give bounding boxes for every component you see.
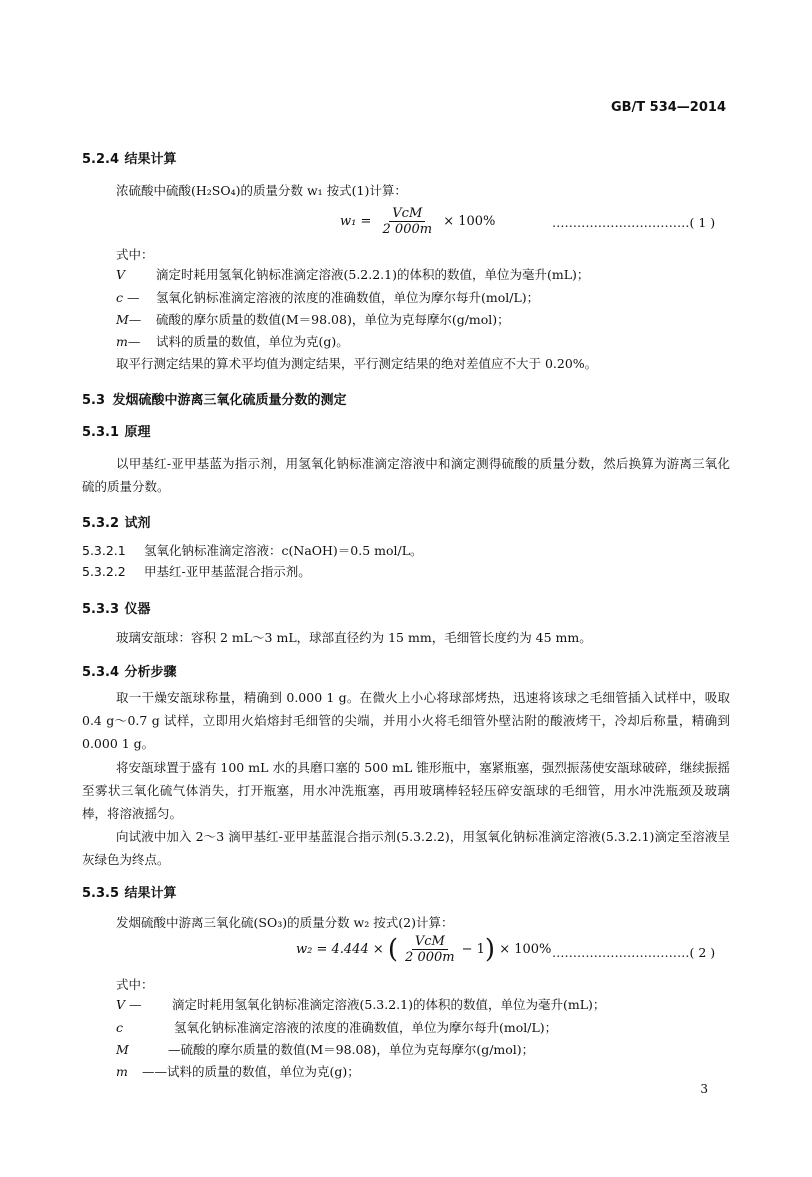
definition-text: ——试料的质量的数值，单位为克(g)； [142,1064,360,1079]
reagent-item [82,563,311,581]
definition-symbol: m— [116,334,141,349]
definition-symbol: V — [116,997,142,1012]
section-heading-5-2-4 [82,148,177,167]
fraction-numerator: VcM [389,206,425,222]
section-heading-5-3-4 [82,661,177,680]
section-heading-5-3-1 [82,421,151,440]
reagent-text: 甲基红-亚甲基蓝混合指示剂。 [144,564,311,579]
definition-row [116,1041,534,1059]
where-label: 式中： [116,977,154,992]
definition-row [116,1063,360,1081]
definition-text: 试料的质量的数值，单位为克(g)。 [156,334,349,349]
procedure-paragraph: 向试液中加入 2～3 滴甲基红-亚甲基蓝混合指示剂(5.3.2.2)，用氢氧化钠标准滴定溶液(5.3.2.1)滴定至溶液呈灰绿色为终点。 [82,829,730,867]
formula-inner-tail: − 1 [461,942,485,957]
formula-2-ref: ……………………………( 2 ) [552,945,716,960]
definition-text: 滴定时耗用氢氧化钠标准滴定溶液(5.2.2.1)的体积的数值，单位为毫升(mL)； [156,267,590,282]
section-title: 结果计算 [124,152,177,167]
definition-symbol: c [116,1020,124,1035]
reagent-item [82,542,423,560]
definition-row [116,311,510,329]
definition-text: 氢氧化钠标准滴定溶液的浓度的准确数值，单位为摩尔每升(mol/L)； [156,290,540,305]
reagent-number: 5.3.2.1 [82,543,126,558]
definition-text: —硫酸的摩尔质量的数值(M＝98.08)，单位为克每摩尔(g/mol)； [168,1042,535,1057]
fraction [402,934,458,965]
formula-1-intro: 浓硫酸中硫酸(H₂SO₄)的质量分数 w₁ 按式(1)计算： [116,183,407,198]
definition-row [116,1019,557,1037]
definition-symbol: c — [116,290,140,305]
definition-text: 硫酸的摩尔质量的数值(M＝98.08)，单位为克每摩尔(g/mol)； [156,312,510,327]
section-heading-5-3-5 [82,882,177,901]
reagent-text: 氢氧化钠标准滴定溶液：c(NaOH)＝0.5 mol/L。 [144,543,423,558]
section-number: 5.3.1 [82,425,120,440]
formula-2 [296,934,551,965]
apparatus-paragraph: 玻璃安瓿球：容积 2 mL～3 mL，球部直径约为 15 mm，毛细管长度约为 45 mm。 [116,630,592,645]
formula-2-intro: 发烟硫酸中游离三氧化硫(SO₃)的质量分数 w₂ 按式(2)计算： [116,915,454,930]
procedure-paragraph: 将安瓿球置于盛有 100 mL 水的具磨口塞的 500 mL 锥形瓶中，塞紧瓶塞，强烈振荡使安瓿球破碎，继续振摇至雾状三氧化硫气体消失，打开瓶塞，用水冲洗瓶塞，再用玻璃棒轻轻压碎安瓿球的毛细管，用水冲洗瓶颈及玻璃棒，将溶液摇匀。 [82,760,730,821]
section-heading-5-3 [82,389,347,408]
fraction-denominator: 2 000m [382,222,433,237]
formula-tail: × 100% [499,942,552,957]
left-paren: ( [387,934,399,965]
definition-symbol: m [116,1064,128,1079]
standard-code: GB/T 534—2014 [610,100,726,115]
definition-row [116,289,539,307]
principle-paragraph: 以甲基红-亚甲基蓝为指示剂，用氢氧化钠标准滴定溶液中和滴定测得硫酸的质量分数，然后换算为游离三氧化硫的质量分数。 [82,456,730,494]
section-number: 5.3.4 [82,665,120,680]
section-title: 分析步骤 [124,665,177,680]
section-title: 发烟硫酸中游离三氧化硫质量分数的测定 [112,393,347,408]
section-number: 5.3 [82,393,106,408]
right-paren: ) [484,934,496,965]
definition-symbol: M [116,1042,129,1057]
formula-1 [340,206,495,237]
formula-lhs: w₁ = [340,214,372,229]
section-heading-5-3-2 [82,512,151,531]
procedure-paragraph: 取一干燥安瓿球称量，精确到 0.000 1 g。在微火上小心将球部烤热，迅速将该球之毛细管插入试样中，吸取 0.4 g～0.7 g 试样，立即用火焰熔封毛细管的尖端，并用小火将毛细管外壁沾附的酸液烤干，冷却后称量，精确到 0.000 1 g。 [82,690,730,751]
section-title: 仪器 [124,602,151,617]
formula-lhs: w₂ = 4.444 × [296,942,384,957]
definition-text: 滴定时耗用氢氧化钠标准滴定溶液(5.3.2.1)的体积的数值，单位为毫升(mL)； [172,997,606,1012]
formula-tail: × 100% [443,214,496,229]
definition-text: 氢氧化钠标准滴定溶液的浓度的准确数值，单位为摩尔每升(mol/L)； [174,1020,558,1035]
fraction-numerator: VcM [412,934,448,950]
section-title: 结果计算 [124,886,177,901]
definition-row [116,333,349,351]
section-number: 5.3.5 [82,886,120,901]
fraction [380,206,436,237]
page-number: 3 [700,1082,708,1096]
section-title: 原理 [124,425,151,440]
section-title: 试剂 [124,516,151,531]
conclusion: 取平行测定结果的算术平均值为测定结果，平行测定结果的绝对差值应不大于 0.20%。 [116,356,598,371]
definition-symbol: M— [116,312,142,327]
reagent-number: 5.3.2.2 [82,564,126,579]
definition-row [116,996,605,1014]
section-number: 5.3.2 [82,516,120,531]
formula-1-ref: ……………………………( 1 ) [552,215,716,230]
definition-row [116,266,589,284]
fraction-denominator: 2 000m [405,950,455,965]
where-label: 式中： [116,247,154,262]
section-heading-5-3-3 [82,598,151,617]
section-number: 5.2.4 [82,152,120,167]
section-number: 5.3.3 [82,602,120,617]
definition-symbol: V [116,267,126,282]
